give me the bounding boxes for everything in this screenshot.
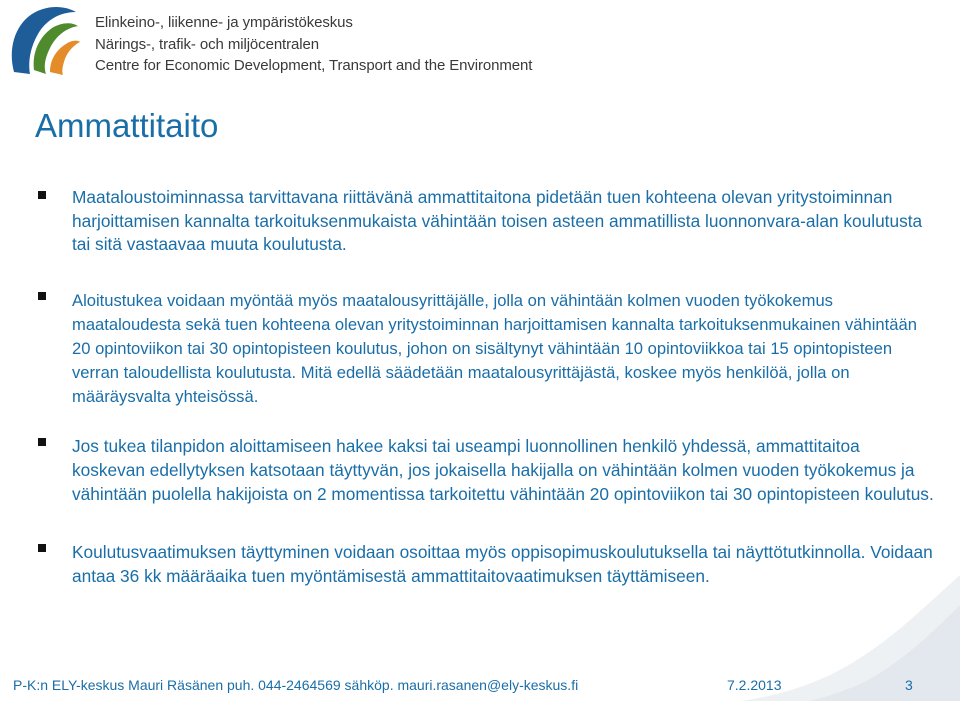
ely-logo-icon — [6, 2, 82, 78]
org-name-english: Centre for Economic Development, Transport and the Environment — [95, 57, 533, 74]
org-name-swedish: Närings-, trafik- och miljöcentralen — [95, 35, 319, 53]
square-bullet-icon — [38, 292, 46, 300]
square-bullet-icon — [38, 191, 46, 199]
footer-date: 7.2.2013 — [727, 677, 782, 693]
square-bullet-icon — [38, 438, 46, 446]
bullet-text: Koulutusvaatimuksen täyttyminen voidaan osoittaa myös oppisopimuskoulutuksella tai näyttötutkinnolla. Voidaan antaa 36 kk määräaika tuen myöntämisestä ammattitaitovaatimuksen täyttämiseen. — [72, 541, 933, 586]
bullet-item — [36, 186, 936, 257]
square-bullet-icon — [38, 544, 46, 552]
footer-contact: P-K:n ELY-keskus Mauri Räsänen puh. 044-2464569 sähköp. mauri.rasanen@ely-keskus.fi — [13, 677, 579, 693]
bullet-list — [36, 186, 936, 588]
page-number: 3 — [905, 677, 913, 693]
bullet-text: Aloitustukea voidaan myöntää myös maatalousyrittäjälle, jolla on vähintään kolmen vuoden työkokemus maataloudesta sekä tuen kohteena olevan yritystoiminnan harjoittamisen kannalta tarkoituksenmukainen vähintään 20 opintoviikon tai 30 opintopisteen koulutus, johon on sisältynyt vähintään 10 opintoviikkoa tai 15 opintopisteen verran taloudellista koulutusta. Mitä edellä säädetään maatalousyrittäjästä, koskee myös henkilöä, jolla on määräysvalta yhteisössä. — [72, 290, 917, 407]
bullet-item — [36, 289, 936, 410]
bullet-text: Jos tukea tilanpidon aloittamiseen hakee kaksi tai useampi luonnollinen henkilö yhdessä, ammattitaitoa koskevan edellytyksen katsotaan täyttyvän, jos jokaisella hakijalla on vähintään kolmen vuoden työkokemus ja vähintään puolella hakijoista on 2 momentissa tarkoitettu vähintään 20 opintoviikon tai 30 opintopisteen koulutus. — [72, 435, 934, 505]
bullet-item — [36, 434, 936, 507]
org-name-finnish: Elinkeino-, liikenne- ja ympäristökeskus — [95, 14, 353, 31]
slide-title: Ammattitaito — [35, 107, 219, 144]
bullet-text: Maataloustoiminnassa tarvittavana riittävänä ammattitaitona pidetään tuen kohteena olevan yritystoiminnan harjoittamisen kannalta tarkoituksenmukaista vähintään toisen asteen ammatillista luonnonvara-alan koulutusta tai sitä vastaavaa muuta koulutusta. — [72, 187, 923, 254]
organization-name — [95, 12, 532, 77]
